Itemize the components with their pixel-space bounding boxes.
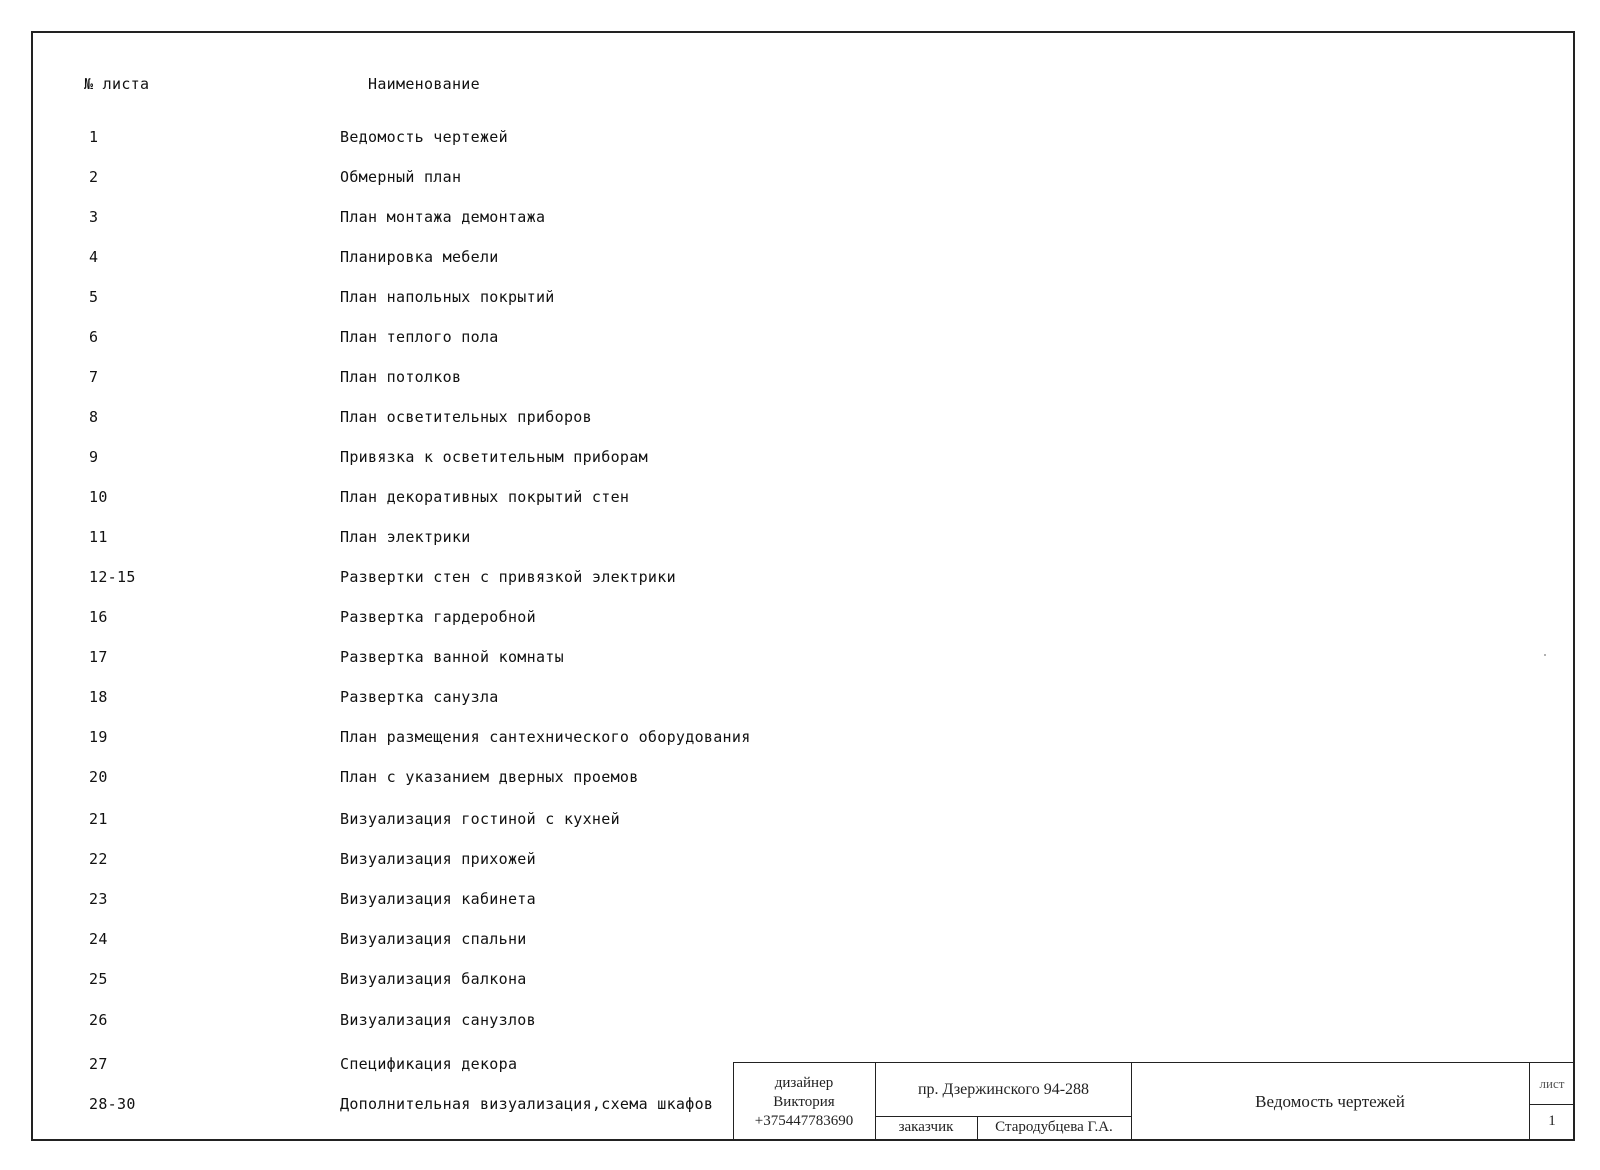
sheet-name-cell: Визуализация балкона <box>340 970 527 988</box>
sheet-name-cell: Ведомость чертежей <box>340 128 508 146</box>
sheet-number-cell: 5 <box>89 288 99 306</box>
sheet-name-cell: Развертки стен с привязкой электрики <box>340 568 676 586</box>
sheet-number-cell: 17 <box>89 648 108 666</box>
sheet-name-cell: Привязка к осветительным приборам <box>340 448 648 466</box>
title-block-divider <box>875 1116 1132 1117</box>
sheet-name-cell: Визуализация прихожей <box>340 850 536 868</box>
sheet-name-cell: Спецификация декора <box>340 1055 518 1073</box>
sheet-number-cell: 10 <box>89 488 108 506</box>
sheet-name-cell: План осветительных приборов <box>340 408 592 426</box>
sheet-name-cell: План с указанием дверных проемов <box>340 768 639 786</box>
sheet-number-cell: 8 <box>89 408 99 426</box>
sheet-number-cell: 27 <box>89 1055 108 1073</box>
sheet-number-cell: 6 <box>89 328 99 346</box>
designer-name: Виктория <box>773 1094 835 1110</box>
sheet-name-cell: План теплого пола <box>340 328 499 346</box>
sheet-number-cell: 26 <box>89 1011 108 1029</box>
sheet-number-cell: 12-15 <box>89 568 136 586</box>
sheet-number-cell: 16 <box>89 608 108 626</box>
designer-phone: +375447783690 <box>754 1113 854 1129</box>
sheet-number-cell: 7 <box>89 368 99 386</box>
sheet-label: лист <box>1539 1076 1565 1091</box>
sheet-name-cell: Планировка мебели <box>340 248 499 266</box>
sheet-name-cell: План напольных покрытий <box>340 288 555 306</box>
sheet-number-cell: 19 <box>89 728 108 746</box>
header-sheet-number: № листа <box>84 75 150 93</box>
sheet-name-cell: Визуализация кабинета <box>340 890 536 908</box>
header-name: Наименование <box>368 75 480 93</box>
sheet-number-cell: 1 <box>89 128 99 146</box>
sheet-number-cell: 24 <box>89 930 108 948</box>
sheet-number-cell: 2 <box>89 168 99 186</box>
drawing-title: Ведомость чертежей <box>1255 1092 1405 1111</box>
sheet-number-cell: 22 <box>89 850 108 868</box>
sheet-name-cell: Развертка санузла <box>340 688 499 706</box>
sheet-name-cell: Дополнительная визуализация,схема шкафов <box>340 1095 714 1113</box>
sheet-name-cell: План потолков <box>340 368 462 386</box>
sheet-name-cell: Развертка ванной комнаты <box>340 648 564 666</box>
sheet-name-cell: Обмерный план <box>340 168 462 186</box>
sheet-name-cell: Визуализация спальни <box>340 930 527 948</box>
sheet-name-cell: План электрики <box>340 528 471 546</box>
sheet-name-cell: Визуализация гостиной с кухней <box>340 810 620 828</box>
sheet-number-cell: 25 <box>89 970 108 988</box>
sheet-name-cell: План декоративных покрытий стен <box>340 488 630 506</box>
sheet-name-cell: Визуализация санузлов <box>340 1011 536 1029</box>
sheet-name-cell: План размещения сантехнического оборудования <box>340 728 751 746</box>
designer-role: дизайнер <box>774 1075 834 1091</box>
address: пр. Дзержинского 94-288 <box>917 1081 1090 1098</box>
sheet-name-cell: Развертка гардеробной <box>340 608 536 626</box>
sheet-number-cell: 23 <box>89 890 108 908</box>
sheet-number-cell: 9 <box>89 448 99 466</box>
sheet-number-cell: 11 <box>89 528 108 546</box>
sheet-number-cell: 21 <box>89 810 108 828</box>
sheet-number-cell: 28-30 <box>89 1095 136 1113</box>
sheet-name-cell: План монтажа демонтажа <box>340 208 546 226</box>
sheet-number-cell: 4 <box>89 248 99 266</box>
title-block-divider <box>1529 1104 1575 1105</box>
sheet-number-cell: 20 <box>89 768 108 786</box>
sheet-number-cell: 18 <box>89 688 108 706</box>
title-block <box>733 1062 1575 1141</box>
customer-label: заказчик <box>898 1119 954 1135</box>
stray-dot <box>1544 654 1546 656</box>
drawing-frame <box>31 31 1575 1141</box>
sheet-number-cell: 3 <box>89 208 99 226</box>
sheet-number: 1 <box>1548 1113 1556 1129</box>
customer-name: Стародубцева Г.А. <box>995 1119 1113 1135</box>
